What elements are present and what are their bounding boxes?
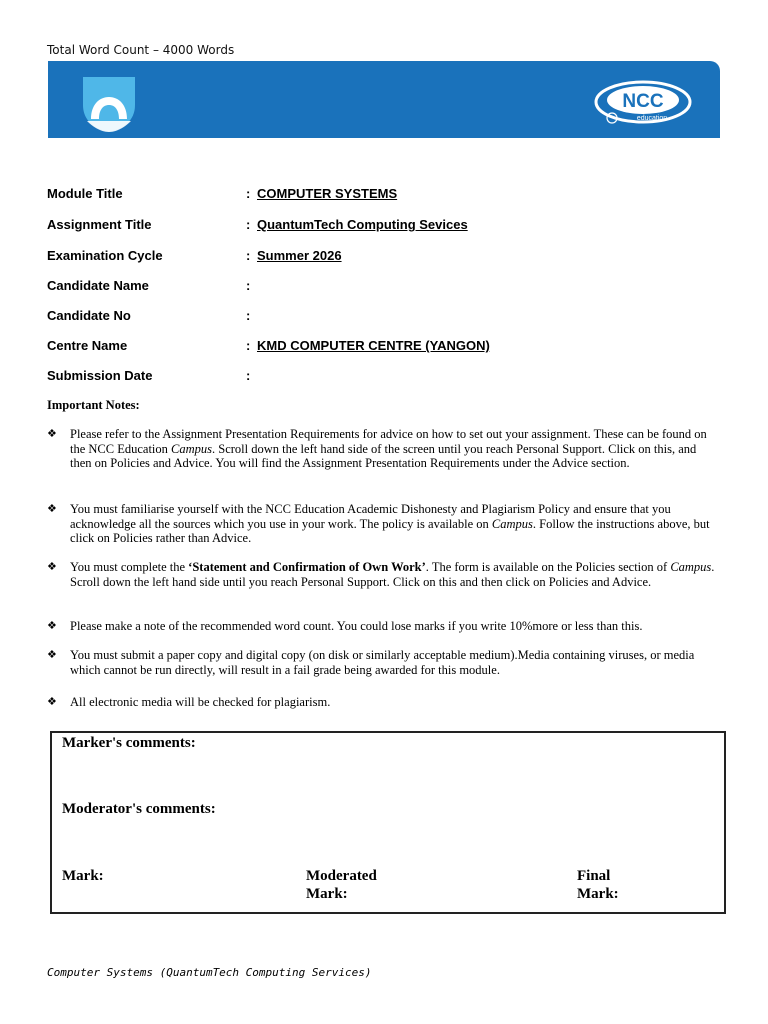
detail-label: Module Title (47, 186, 123, 201)
ncc-logo-text: NCC (622, 91, 664, 112)
note-text (70, 502, 720, 546)
moderated-label-line1: Moderated (306, 868, 377, 884)
detail-value: KMD COMPUTER CENTRE (YANGON) (257, 338, 490, 353)
marking-box (50, 731, 726, 914)
note-text-part: You must complete the (70, 560, 189, 574)
moderators-comments-label: Moderator's comments: (62, 801, 216, 817)
detail-label: Submission Date (47, 368, 153, 383)
markers-comments-label: Marker's comments: (62, 735, 196, 751)
note-text-part: You must submit a paper copy and digital copy (on disk or similarly acceptable medium).Media containing viruses, or media which cannot be run directly, will result in a fail grade being awarded for this module. (70, 648, 695, 677)
detail-colon: : (246, 338, 251, 353)
header-banner (48, 61, 720, 138)
detail-colon: : (246, 368, 251, 383)
detail-value: Summer 2026 (257, 248, 342, 263)
diamond-bullet-icon: ❖ (47, 561, 57, 573)
note-text-part: Campus (491, 516, 533, 531)
note-text-part: Please make a note of the recommended word count. You could lose marks if you write 10%more or less than this. (70, 619, 643, 633)
page-footer: Computer Systems (QuantumTech Computing Services) (47, 966, 372, 979)
note-text-part: . Follow the instructions above, but click on Policies rather than Advice. (70, 516, 710, 546)
note-text (70, 560, 720, 589)
moderated-label-line2: Mark: (306, 886, 348, 902)
detail-colon: : (246, 186, 251, 201)
detail-value: QuantumTech Computing Sevices (257, 217, 468, 232)
note-text-part: Campus (670, 560, 712, 574)
detail-label: Candidate Name (47, 278, 149, 293)
detail-colon: : (246, 248, 251, 263)
note-text (70, 427, 720, 471)
detail-colon: : (246, 217, 251, 232)
final-label-line2: Mark: (577, 886, 619, 902)
ncc-logo-subtext: education (636, 115, 668, 122)
diamond-bullet-icon: ❖ (47, 649, 57, 661)
note-text (70, 619, 720, 634)
note-text-part: . Scroll down the left hand side of the screen until you reach Personal Support. Click on this, and then on Policies and Advice. You will find the Assignment Presentation Requirements under the Advice section. (70, 441, 697, 471)
shield-logo-icon (81, 75, 137, 133)
diamond-bullet-icon: ❖ (47, 620, 57, 632)
detail-label: Candidate No (47, 308, 131, 323)
note-text (70, 648, 720, 677)
detail-label: Centre Name (47, 338, 128, 353)
detail-colon: : (246, 278, 251, 293)
note-text-part: You must familiarise yourself with the NCC Education Academic Dishonesty and Plagiarism Policy and ensure that you acknowledge all the sources which you use in your work. The policy is available on (70, 502, 671, 531)
note-text-part: . The form is available on the Policies section of (425, 560, 671, 574)
note-text-part: All electronic media will be checked for plagiarism. (70, 695, 331, 709)
detail-label: Assignment Title (47, 217, 152, 232)
diamond-bullet-icon: ❖ (47, 696, 57, 708)
note-text-part: Please refer to the Assignment Presentation Requirements for advice on how to set out your assignment. These can be found on the NCC Education (70, 427, 707, 456)
diamond-bullet-icon: ❖ (47, 428, 57, 440)
word-count-line: Total Word Count – 4000 Words (47, 43, 235, 57)
note-text (70, 695, 720, 710)
note-text-part: ‘Statement and Confirmation of Own Work’ (188, 560, 426, 574)
final-label-line1: Final (577, 868, 611, 884)
important-notes-heading: Important Notes: (47, 398, 140, 412)
detail-value: COMPUTER SYSTEMS (257, 186, 398, 201)
note-text-part: . Scroll down the left hand side until you reach Personal Support. Click on this and then click on Policies and Advice. (70, 560, 715, 589)
ncc-education-logo-icon (592, 78, 694, 130)
detail-colon: : (246, 308, 251, 323)
note-text-part: Campus (171, 441, 213, 456)
mark-label: Mark: (62, 868, 104, 884)
diamond-bullet-icon: ❖ (47, 503, 57, 515)
detail-label: Examination Cycle (47, 248, 163, 263)
